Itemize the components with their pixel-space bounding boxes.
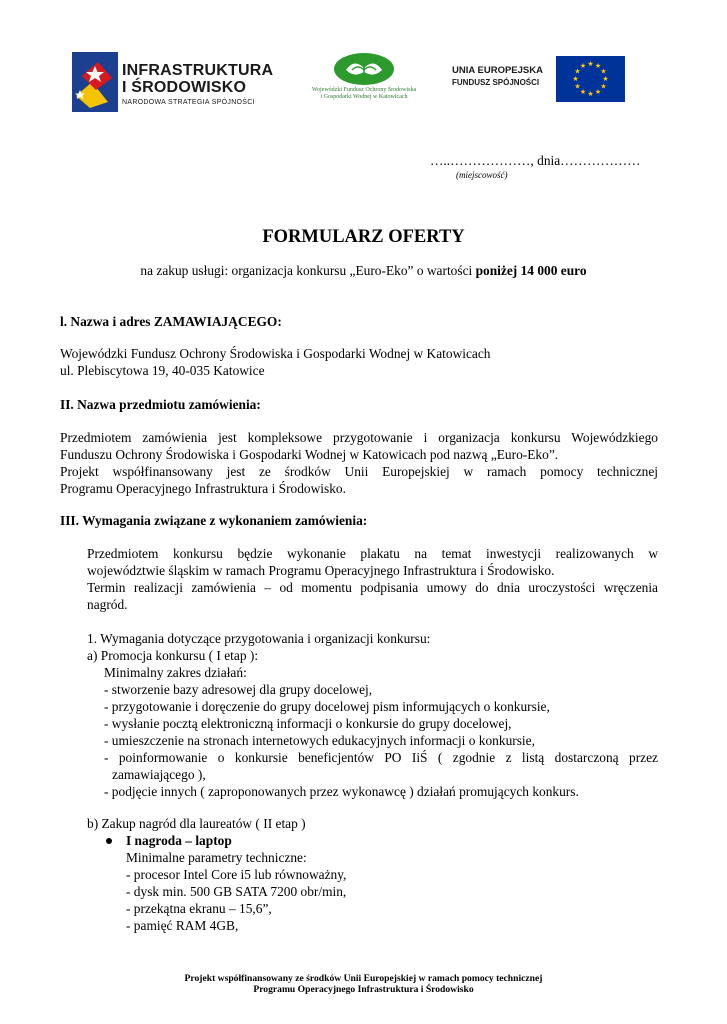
list-item: - pamięć RAM 4GB,	[126, 918, 239, 933]
place-caption: (miejscowość)	[456, 170, 508, 180]
section1-body	[60, 345, 491, 379]
section3-line4: nagród.	[87, 597, 128, 612]
wfosigw-logo-text	[304, 87, 424, 101]
subtitle-text: na zakup usługi: organizacja konkursu „Euro-Eko” o wartości	[140, 263, 476, 278]
svg-text:★: ★	[587, 60, 594, 68]
section2-heading: II. Nazwa przedmiotu zamówienia:	[60, 397, 261, 412]
is-logo-title	[122, 62, 273, 96]
svg-text:★: ★	[579, 88, 587, 96]
ue-logo-line1: UNIA EUROPEJSKA	[452, 65, 543, 76]
svg-text:★: ★	[587, 90, 594, 98]
is-logo-line1: INFRASTRUKTURA	[122, 62, 274, 79]
wfosigw-logo-line2: i Gospodarki Wodnej w Katowicach	[320, 94, 408, 100]
subtitle-value: poniżej 14 000 euro	[475, 263, 587, 278]
list-item: - umieszczenie na stronach internetowych edukacyjnych informacji o konkursie,	[104, 733, 535, 748]
section3-intro	[87, 545, 658, 613]
section1-line2: ul. Plebiscytowa 19, 40-035 Katowice	[60, 363, 265, 378]
list-item: - stworzenie bazy adresowej dla grupy docelowej,	[104, 682, 373, 697]
prize-spec-list	[126, 866, 346, 934]
section1-heading: l. Nazwa i adres ZAMAWIAJĄCEGO:	[60, 314, 282, 329]
list-item: - podjęcie innych ( zaproponowanych przez wykonawcę ) działań promujących konkurs.	[104, 784, 579, 799]
place-date-line: …..………………, dnia………………	[430, 153, 641, 168]
promotion-min-scope: Minimalny zakres działań:	[104, 665, 247, 680]
svg-text:★: ★	[602, 75, 609, 83]
svg-text:★: ★	[600, 82, 607, 91]
subtitle	[0, 263, 727, 279]
section2-line4: Programu Operacyjnego Infrastruktura i Środowisko.	[60, 481, 346, 496]
svg-text:★: ★	[579, 62, 587, 70]
unia-europejska-logo	[452, 56, 628, 104]
ue-logo-line2: FUNDUSZ SPÓJNOŚCI	[452, 78, 540, 87]
footer-line2: Programu Operacyjnego Infrastruktura i Środowisko	[253, 984, 474, 995]
footer-line1: Projekt współfinansowany ze środków Unii Europejskiej w ramach pomocy technicznej	[184, 973, 543, 984]
section1-line1: Wojewódzki Fundusz Ochrony Środowiska i Gospodarki Wodnej w Katowicach	[60, 346, 491, 361]
list-item: - przygotowanie i doręczenie do grupy docelowej pism informujących o konkursie,	[104, 699, 550, 714]
svg-text:★: ★	[574, 67, 581, 76]
prizes-label: b) Zakup nagród dla laureatów ( II etap )	[87, 816, 306, 831]
requirements-item1: 1. Wymagania dotyczące przygotowania i organizacji konkursu:	[87, 631, 431, 646]
eu-flag-icon	[556, 56, 625, 102]
list-item: - przekątna ekranu – 15,6”,	[126, 901, 272, 916]
infrastruktura-srodowisko-logo	[72, 50, 272, 114]
svg-text:★: ★	[600, 67, 607, 76]
svg-text:★: ★	[572, 75, 579, 83]
prize-min-params: Minimalne parametry techniczne:	[126, 850, 307, 865]
is-logo-line2: I ŚRODOWISKO	[122, 79, 247, 96]
is-logo-subtitle: NARODOWA STRATEGIA SPÓJNOŚCI	[122, 99, 255, 106]
section2-body	[60, 429, 658, 497]
section3-heading: III. Wymagania związane z wykonaniem zamówienia:	[60, 513, 368, 528]
list-item: zamawiającego ),	[112, 767, 206, 782]
wfosigw-logo	[304, 52, 424, 110]
list-item: - procesor Intel Core i5 lub równoważny,	[126, 867, 347, 882]
svg-text:★: ★	[574, 82, 581, 91]
svg-text:★: ★	[594, 62, 602, 70]
section2-line3: Projekt współfinansowany jest ze środków Unii Europejskiej w ramach pomocy technicznej	[60, 464, 658, 479]
is-logo-emblem-icon	[72, 52, 118, 112]
section2-line1: Przedmiotem zamówienia jest kompleksowe przygotowanie i organizacja konkursu Wojewódzkiego	[60, 430, 658, 445]
wfosigw-logo-line1: Wojewódzki Fundusz Ochrony Środowiska	[311, 87, 417, 93]
section3-line1: Przedmiotem konkursu będzie wykonanie plakatu na temat inwestycji realizowanych w	[87, 546, 658, 561]
bullet-icon	[106, 838, 112, 844]
section2-line2: Funduszu Ochrony Środowiska i Gospodarki Wodnej w Katowicach pod nazwą „Euro-Eko”.	[60, 447, 559, 462]
list-item: - poinformowanie o konkursie beneficjentów PO IiŚ ( zgodnie z listą dostarczoną przez	[104, 750, 658, 765]
leaf-emblem-icon	[332, 52, 396, 86]
section3-line3: Termin realizacji zamówienia – od momentu podpisania umowy do dnia uroczystości wręczenia	[87, 580, 658, 595]
promotion-label: a) Promocja konkursu ( I etap ):	[87, 648, 259, 663]
promotion-list	[104, 681, 658, 800]
section3-line2: województwie śląskim w ramach Programu Operacyjnego Infrastruktura i Środowisko.	[87, 563, 555, 578]
prize-title: I nagroda – laptop	[126, 833, 232, 848]
list-item: - wysłanie pocztą elektroniczną informacji o konkursie do grupy docelowej,	[104, 716, 512, 731]
page-title: FORMULARZ OFERTY	[262, 227, 465, 247]
list-item: - dysk min. 500 GB SATA 7200 obr/min,	[126, 884, 347, 899]
svg-text:★: ★	[594, 88, 602, 96]
footer	[0, 973, 727, 995]
